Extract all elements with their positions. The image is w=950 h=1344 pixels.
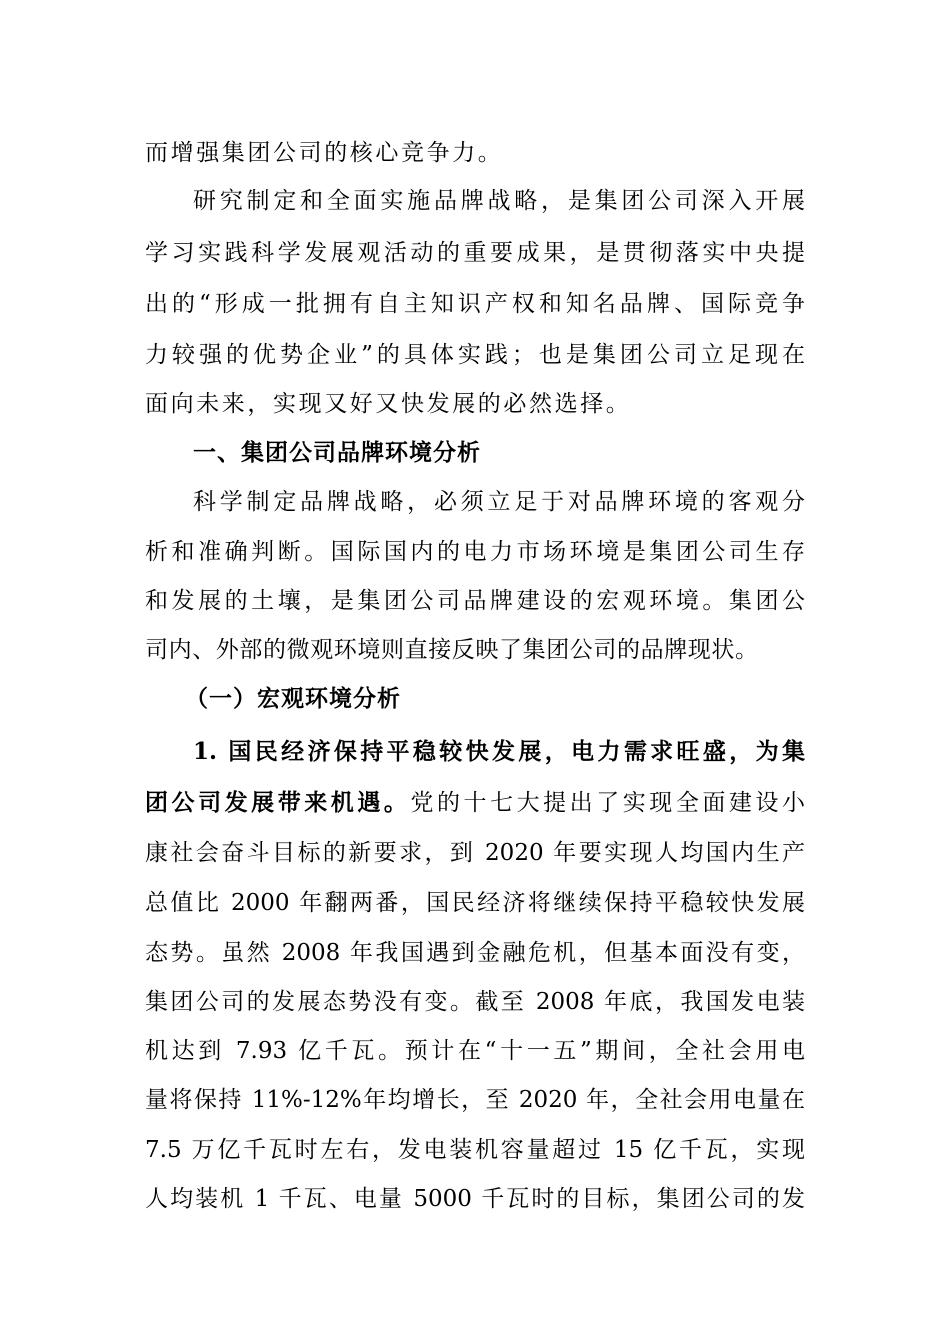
paragraph-line: 析和准确判断。国际国内的电力市场环境是集团公司生存	[145, 539, 805, 565]
paragraph-line: 量将保持 11%-12%年均增长，至 2020 年，全社会用电量在	[145, 1087, 805, 1113]
paragraph-line: 人均装机 1 千瓦、电量 5000 千瓦时的目标，集团公司的发	[145, 1186, 805, 1212]
paragraph-line: 7.5 万亿千瓦时左右，发电装机容量超过 15 亿千瓦，实现	[145, 1137, 805, 1163]
paragraph-line: 面向未来，实现又好又快发展的必然选择。	[145, 391, 632, 417]
paragraph-line: 而增强集团公司的核心竞争力。	[145, 140, 504, 166]
paragraph-line: 研究制定和全面实施品牌战略，是集团公司深入开展	[193, 188, 805, 214]
subsection-heading: （一）宏观环境分析	[185, 685, 401, 712]
paragraph-line	[145, 788, 805, 818]
paragraph-line: 集团公司的发展态势没有变。截至 2008 年底，我国发电装	[145, 989, 805, 1015]
section-heading: 一、集团公司品牌环境分析	[193, 439, 481, 466]
paragraph-line: 康社会奋斗目标的新要求，到 2020 年要实现人均国内生产	[145, 840, 805, 866]
bold-heading-line: 1. 国民经济保持平稳较快发展，电力需求旺盛，为集	[193, 738, 805, 765]
paragraph-fragment: 党的十七大提出了实现全面建设小	[410, 790, 806, 816]
paragraph-line: 学习实践科学发展观活动的重要成果，是贯彻落实中央提	[145, 240, 805, 266]
paragraph-line: 出的“形成一批拥有自主知识产权和知名品牌、国际竞争	[145, 291, 805, 317]
paragraph-line: 司内、外部的微观环境则直接反映了集团公司的品牌现状。	[145, 637, 759, 663]
paragraph-line: 态势。虽然 2008 年我国遇到金融危机，但基本面没有变，	[145, 940, 805, 966]
bold-heading-fragment: 团公司发展带来机遇。	[145, 789, 411, 816]
paragraph-line: 机达到 7.93 亿千瓦。预计在“十一五”期间，全社会用电	[145, 1038, 805, 1064]
paragraph-line: 和发展的土壤，是集团公司品牌建设的宏观环境。集团公	[145, 588, 805, 614]
paragraph-line: 科学制定品牌战略，必须立足于对品牌环境的客观分	[193, 489, 805, 515]
paragraph-line: 总值比 2000 年翻两番，国民经济将继续保持平稳较快发展	[145, 890, 805, 916]
paragraph-line: 力较强的优势企业”的具体实践；也是集团公司立足现在	[145, 342, 805, 368]
